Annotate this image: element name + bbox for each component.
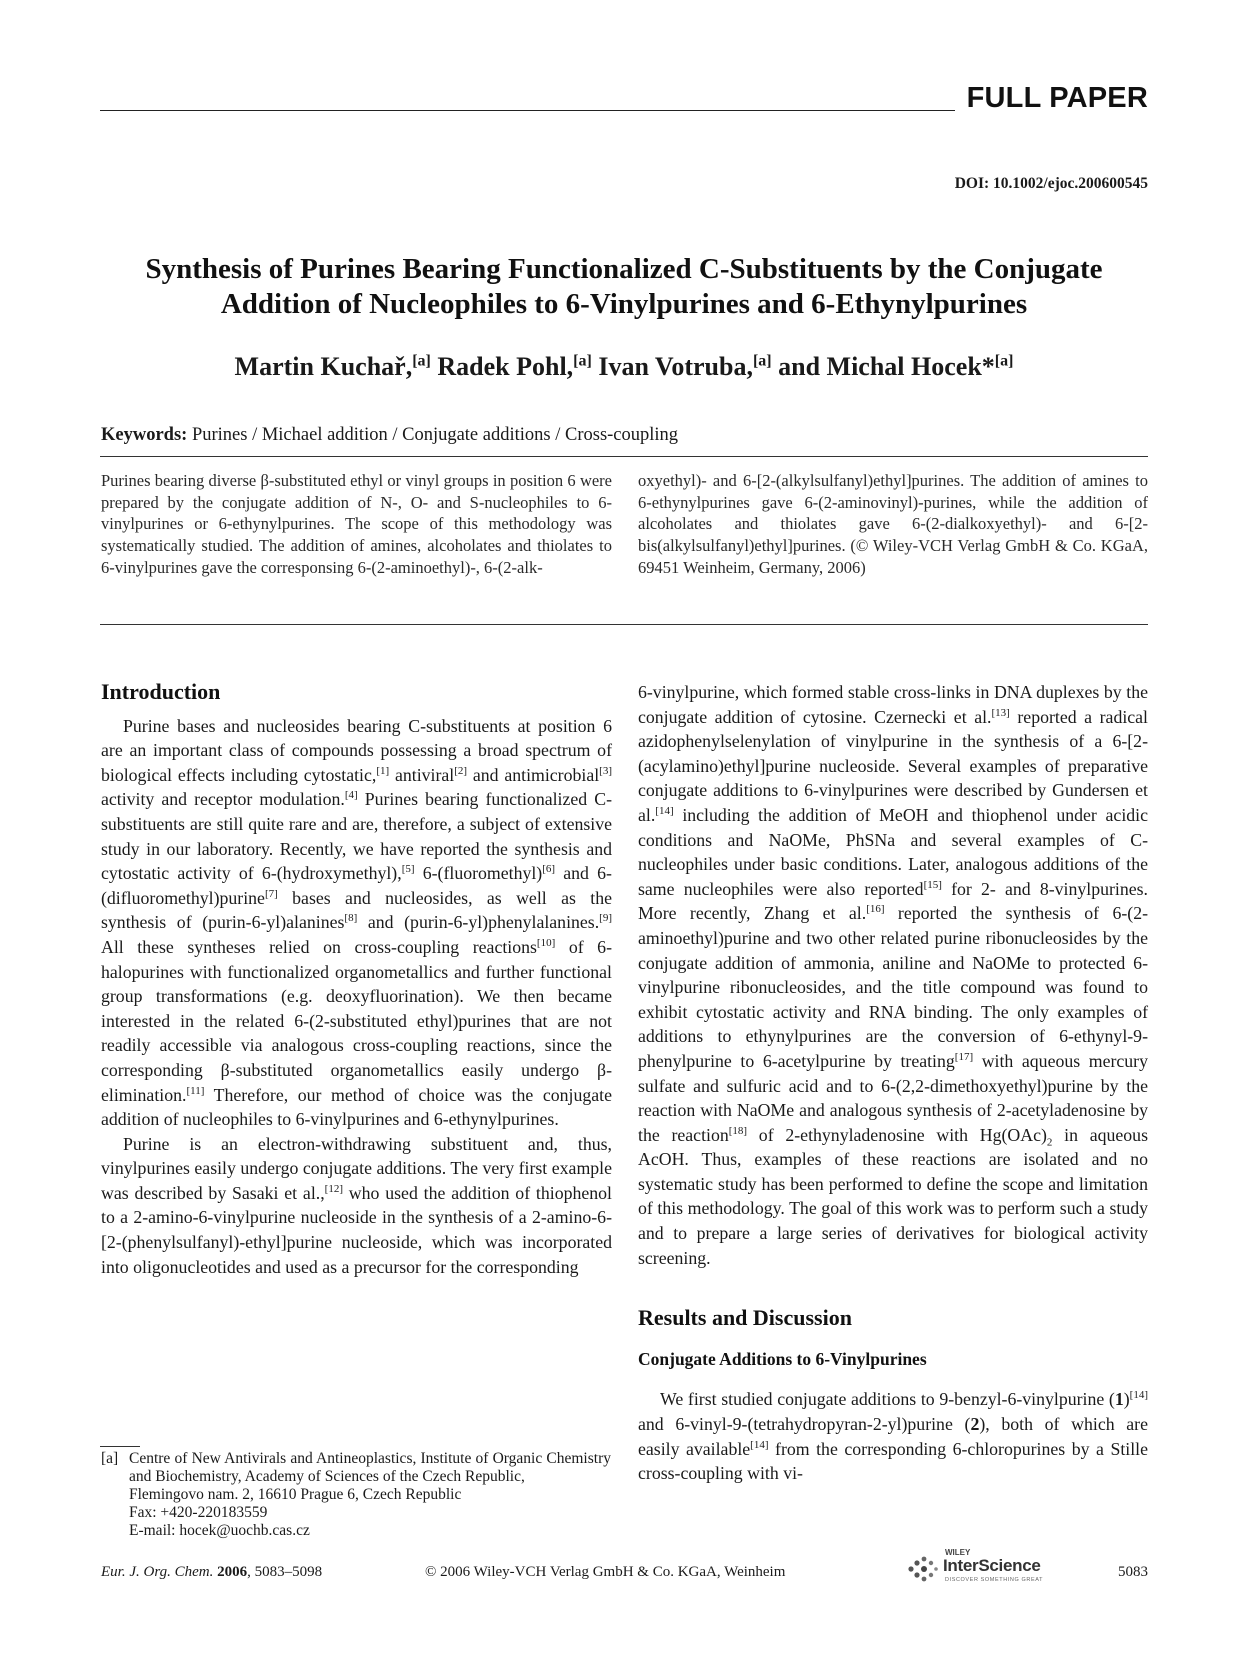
citation[interactable]: [12] [324,1182,343,1195]
citation[interactable]: [17] [954,1050,974,1063]
footnote-line: Centre of New Antivirals and Antineoplastics, Institute of Organic Chemistry and Biochemistry, Academy of Sciences of the Czech Republic, [129,1450,611,1485]
affiliation-footnote [101,1450,611,1540]
article-title: Synthesis of Purines Bearing Functionalized C-Substituents by the Conjugate Addition of Nucleophiles to 6-Vinylpurines and 6-Ethynylpurines [145,253,1103,320]
footnote-line: Flemingovo nam. 2, 16610 Prague 6, Czech Republic [129,1486,462,1503]
footnote-tag: [a] [101,1450,119,1467]
abstract-left [101,470,612,579]
paragraph: 6-vinylpurine, which formed stable cross-links in DNA duplexes by the conjugate addition of cytosine. Czernecki et al.[13] reported a radical azidophenylselenylation of vinylpurine in the synthesis of a 6-[2-(acylamino)ethyl]purine nucleoside. Several examples of preparative conjugate additions to 6-vinylpurines were described by Gundersen et al.[14] including the addition of MeOH and thiophenol under acidic conditions and NaOMe, PhSNa and several examples of C-nucleophiles under basic conditions. Later, analogous additions of the same nucleophiles were also reported[15] for 2- and 8-vinylpurines. More recently, Zhang et al.[16] reported the synthesis of 6-(2-aminoethyl)purine and two other related purine ribonucleosides by the conjugate addition of ammonia, aniline and NaOMe to protected 6-vinylpurine ribonucleosides, and the title compound was found to exhibit cytostatic activity and RNA binding. The only examples of additions to ethynylpurines are the conversion of 6-ethynyl-9-phenylpurine to 6-acetylpurine by treating[17] with aqueous mercury sulfate and sulfuric acid and to 6-(2,2-dimethoxyethyl)purine by the reaction with NaOMe and analogous synthesis of 2-acetyladenosine by the reaction[18] of 2-ethynyladenosine with $Hg(OAc)_2$ in aqueous AcOH. Thus, examples of these reactions are isolated and no systematic study has been performed to define the scope and limitation of this methodology. The goal of this work was to perform such a study and to prepare a large series of derivatives for biological activity screening. [638,682,1149,1268]
author: Martin Kuchař, [234,352,413,381]
affiliation-mark: [a] [994,352,1014,370]
citation[interactable]: [4] [344,789,358,802]
doi[interactable]: DOI: 10.1002/ejoc.200600545 [954,175,1148,192]
body-column-right [638,680,1148,1486]
divider [100,624,1148,625]
journal-name: Eur. J. Org. Chem. [101,1564,214,1580]
citation[interactable]: [6] [542,863,556,876]
citation[interactable]: [14] [655,805,674,818]
citation[interactable]: [1] [376,764,390,777]
logo-dots-icon [905,1554,941,1584]
citation[interactable]: [3] [599,764,612,777]
author-list [100,352,1148,382]
section-heading: Results and Discussion [638,1305,852,1331]
author: Radek Pohl, [437,352,574,381]
citation[interactable]: [10] [536,937,556,950]
footnote-rule [100,1446,140,1447]
citation[interactable]: [2] [454,764,468,777]
header-rule [100,110,955,111]
abstract-text: oxyethyl)- and 6-[2-(alkylsulfanyl)ethyl]purines. The addition of amines to 6-ethynylpurines gave 6-(2-aminovinyl)-purines, while the addition of alcoholates and thiolates gave 6-(2-dialkoxyethyl)- and 6-[2-bis(alkylsulfanyl)ethyl]purines. (© Wiley-VCH Verlag GmbH & Co. KGaA, 69451 Weinheim, Germany, 2006) [638,471,1148,577]
paragraph: Purine is an electron-withdrawing substituent and, thus, vinylpurines easily undergo conjugate additions. The very first example was described by Sasaki et al.,[12] who used the addition of thiophenol to a 2-amino-6-vinylpurine nucleoside in the synthesis of a 2-amino-6-[2-(phenylsulfanyl)-ethyl]purine nucleoside, which was incorporated into oligonucleotides and used as a precursor for the corresponding [101,1133,612,1277]
section-heading: Introduction [101,679,221,704]
copyright: © 2006 Wiley-VCH Verlag GmbH & Co. KGaA, Weinheim [425,1564,786,1580]
article-type-label: FULL PAPER [966,82,1148,114]
paragraph: Purine bases and nucleosides bearing C-substituents at position 6 are an important class of compounds possessing a broad spectrum of biological effects including cytostatic,[1] antiviral[2] and antimicrobial[3] activity and receptor modulation.[4] Purines bearing functionalized C-substituents are still quite rare and are, therefore, a subject of extensive study in our laboratory. Recently, we have reported the synthesis and cytostatic activity of 6-(hydroxymethyl),[5] 6-(fluoromethyl)[6] and 6-(difluoromethyl)purine[7] bases and nucleosides, as well as the synthesis of (purin-6-yl)alanines[8] and (purin-6-yl)phenylalanines.[9] All these syntheses relied on cross-coupling reactions[10] of 6-halopurines with functionalized organometallics and further functional group transformations (e.g. deoxyfluorination). We then became interested in the related 6-(2-substituted ethyl)purines that are not readily accessible via analogous cross-coupling reactions, since the corresponding β-substituted organometallics easily undergo β-elimination.[11] Therefore, our method of choice was the conjugate addition of nucleophiles to 6-vinylpurines and 6-ethynylpurines. [101,715,612,1130]
citation[interactable]: [8] [344,912,358,925]
logo-top-text: WILEY [945,1548,971,1557]
citation[interactable]: [15] [923,878,942,891]
citation[interactable]: [16] [866,903,885,916]
abstract-text: Purines bearing diverse β-substituted ethyl or vinyl groups in position 6 were prepared by the conjugate addition of N-, O- and S-nucleophiles to 6-vinylpurines or 6-ethynylpurines. The scope of this methodology was systematically studied. The addition of amines, alcoholates and thiolates to 6-vinylpurines gave the corresponsing 6-(2-aminoethyl)-, 6-(2-alk- [101,471,612,577]
citation[interactable]: [7] [264,887,278,900]
abstract-right [638,470,1148,579]
affiliation-mark: [a] [573,352,592,370]
logo-tagline: DISCOVER SOMETHING GREAT [945,1577,1044,1583]
author: Ivan Votruba, [598,352,753,381]
interscience-logo[interactable] [905,1548,1075,1588]
citation[interactable]: [9] [599,912,612,925]
citation[interactable]: [11] [186,1084,205,1097]
citation[interactable]: [14] [750,1438,769,1451]
compound-number: 2 [970,1414,980,1435]
keywords-text: Purines / Michael addition / Conjugate additions / Cross-coupling [191,425,679,445]
paragraph: We first studied conjugate additions to 9-benzyl-6-vinylpurine (1)[14] and 6-vinyl-9-(tetrahydropyran-2-yl)purine (2), both of which are easily available[14] from the corresponding 6-chloropurines by a Stille cross-coupling with vi- [638,1389,1148,1484]
divider [100,456,1148,457]
logo-text: InterScience [943,1556,1041,1575]
keywords-label: Keywords: [101,425,188,445]
footnote-line: Fax: +420-220183559 [129,1504,268,1521]
keywords [101,425,678,446]
journal-citation [101,1564,322,1581]
footnote-email[interactable]: E-mail: hocek@uochb.cas.cz [129,1522,310,1539]
subsection-heading: Conjugate Additions to 6-Vinylpurines [638,1348,927,1369]
citation[interactable]: [14] [1129,1389,1148,1402]
subscript: 2 [1046,1136,1053,1149]
citation[interactable]: [18] [728,1124,748,1137]
affiliation-mark: [a] [752,352,772,370]
page-number: 5083 [1118,1564,1148,1580]
citation[interactable]: [13] [991,706,1010,719]
journal-year: 2006 [217,1564,248,1580]
body-column-left [101,680,612,1279]
author: and Michal Hocek* [778,352,995,381]
citation[interactable]: [5] [401,863,415,876]
affiliation-mark: [a] [412,352,431,370]
compound-number: 1 [1114,1389,1124,1410]
journal-pages: , 5083–5098 [247,1564,323,1580]
